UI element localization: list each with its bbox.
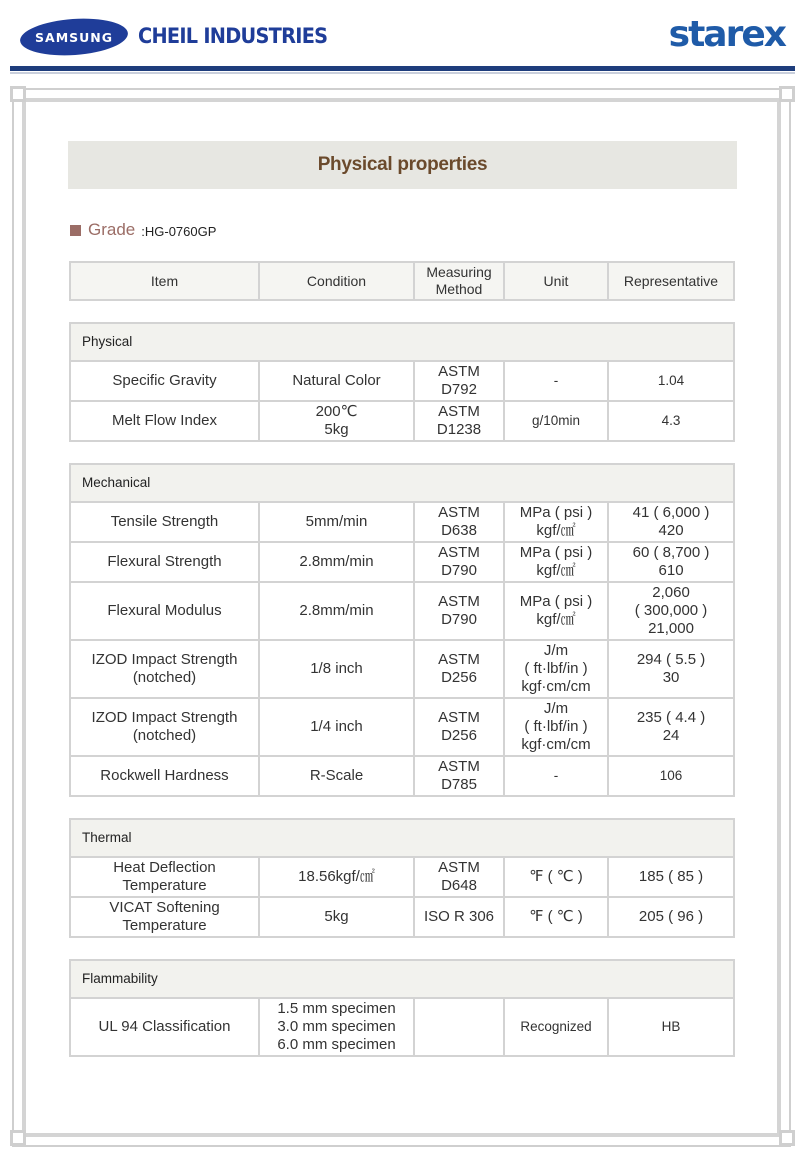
header-divider: [10, 66, 795, 71]
condition-cell: Natural Color: [260, 362, 415, 402]
condition-cell: 2.8mm/min: [260, 583, 415, 641]
table-row: [69, 699, 735, 757]
item-cell: Heat Deflection Temperature: [69, 858, 260, 898]
unit-cell: -: [505, 757, 609, 797]
condition-cell: 200℃ 5kg: [260, 402, 415, 442]
frame-corner-top-left: [10, 86, 26, 102]
method-cell: [415, 999, 505, 1057]
page-title: Physical properties: [317, 154, 488, 175]
section-mechanical: [69, 463, 735, 797]
unit-cell: J/m ( ft·lbf/in ) kgf·cm/cm: [505, 641, 609, 699]
unit-cell: MPa ( psi ) kgf/㎠: [505, 503, 609, 543]
unit-cell: Recognized: [505, 999, 609, 1057]
item-cell: Melt Flow Index: [69, 402, 260, 442]
column-header-row: [69, 261, 735, 301]
item-cell: Flexural Strength: [69, 543, 260, 583]
method-cell: ASTM D790: [415, 543, 505, 583]
unit-cell: -: [505, 362, 609, 402]
item-cell: Tensile Strength: [69, 503, 260, 543]
frame-corner-top-right: [779, 86, 795, 102]
grade-value: :HG-0760GP: [141, 224, 217, 239]
unit-cell: ℉ ( ℃ ): [505, 898, 609, 938]
item-cell: UL 94 Classification: [69, 999, 260, 1057]
section-thermal: [69, 818, 735, 938]
condition-cell: 2.8mm/min: [260, 543, 415, 583]
item-cell: IZOD Impact Strength (notched): [69, 699, 260, 757]
value-cell: 41 ( 6,000 ) 420: [609, 503, 735, 543]
value-cell: 2,060 ( 300,000 ) 21,000: [609, 583, 735, 641]
section-title: Mechanical: [69, 463, 735, 503]
samsung-logo: [19, 15, 129, 58]
header-divider-thin: [10, 72, 795, 74]
unit-cell: J/m ( ft·lbf/in ) kgf·cm/cm: [505, 699, 609, 757]
method-cell: ASTM D648: [415, 858, 505, 898]
value-cell: 106: [609, 757, 735, 797]
table-row: [69, 503, 735, 543]
title-bar: [68, 141, 737, 189]
table-row: [69, 898, 735, 938]
unit-cell: MPa ( psi ) kgf/㎠: [505, 583, 609, 641]
table-row: [69, 999, 735, 1057]
frame-corner-bottom-left: [10, 1130, 26, 1146]
method-cell: ASTM D785: [415, 757, 505, 797]
frame-corner-bottom-right: [779, 1130, 795, 1146]
section-physical: [69, 322, 735, 442]
condition-cell: 5kg: [260, 898, 415, 938]
table-row: [69, 543, 735, 583]
method-cell: ASTM D792: [415, 362, 505, 402]
value-cell: 60 ( 8,700 ) 610: [609, 543, 735, 583]
value-cell: 205 ( 96 ): [609, 898, 735, 938]
method-cell: ISO R 306: [415, 898, 505, 938]
grade-line: [70, 220, 216, 240]
unit-cell: ℉ ( ℃ ): [505, 858, 609, 898]
item-cell: IZOD Impact Strength (notched): [69, 641, 260, 699]
method-cell: ASTM D790: [415, 583, 505, 641]
section-title: Thermal: [69, 818, 735, 858]
grade-label: Grade: [88, 220, 136, 239]
column-header: Representative: [609, 261, 735, 301]
unit-cell: MPa ( psi ) kgf/㎠: [505, 543, 609, 583]
condition-cell: 1/4 inch: [260, 699, 415, 757]
page-header: [0, 0, 805, 75]
item-cell: Flexural Modulus: [69, 583, 260, 641]
method-cell: ASTM D256: [415, 699, 505, 757]
table-row: [69, 583, 735, 641]
column-header: Measuring Method: [415, 261, 505, 301]
table-row: [69, 362, 735, 402]
item-cell: Rockwell Hardness: [69, 757, 260, 797]
section-flammability: [69, 959, 735, 1057]
value-cell: 4.3: [609, 402, 735, 442]
condition-cell: 1.5 mm specimen 3.0 mm specimen 6.0 mm specimen: [260, 999, 415, 1057]
method-cell: ASTM D1238: [415, 402, 505, 442]
condition-cell: 18.56kgf/㎠: [260, 858, 415, 898]
table-row: [69, 641, 735, 699]
section-title: Flammability: [69, 959, 735, 999]
table-row: [69, 757, 735, 797]
column-header: Item: [69, 261, 260, 301]
column-header: Unit: [505, 261, 609, 301]
section-title: Physical: [69, 322, 735, 362]
value-cell: 185 ( 85 ): [609, 858, 735, 898]
item-cell: Specific Gravity: [69, 362, 260, 402]
method-cell: ASTM D638: [415, 503, 505, 543]
table-row: [69, 858, 735, 898]
brand-logo: starex: [668, 14, 785, 55]
table-row: [69, 402, 735, 442]
samsung-logo-text: SAMSUNG: [35, 29, 113, 45]
unit-cell: g/10min: [505, 402, 609, 442]
method-cell: ASTM D256: [415, 641, 505, 699]
value-cell: 235 ( 4.4 ) 24: [609, 699, 735, 757]
value-cell: 294 ( 5.5 ) 30: [609, 641, 735, 699]
value-cell: HB: [609, 999, 735, 1057]
condition-cell: 1/8 inch: [260, 641, 415, 699]
value-cell: 1.04: [609, 362, 735, 402]
column-header: Condition: [260, 261, 415, 301]
column-header-table: [69, 261, 735, 301]
item-cell: VICAT Softening Temperature: [69, 898, 260, 938]
company-name: CHEIL INDUSTRIES: [138, 24, 328, 48]
square-bullet-icon: [70, 225, 81, 236]
condition-cell: R-Scale: [260, 757, 415, 797]
condition-cell: 5mm/min: [260, 503, 415, 543]
